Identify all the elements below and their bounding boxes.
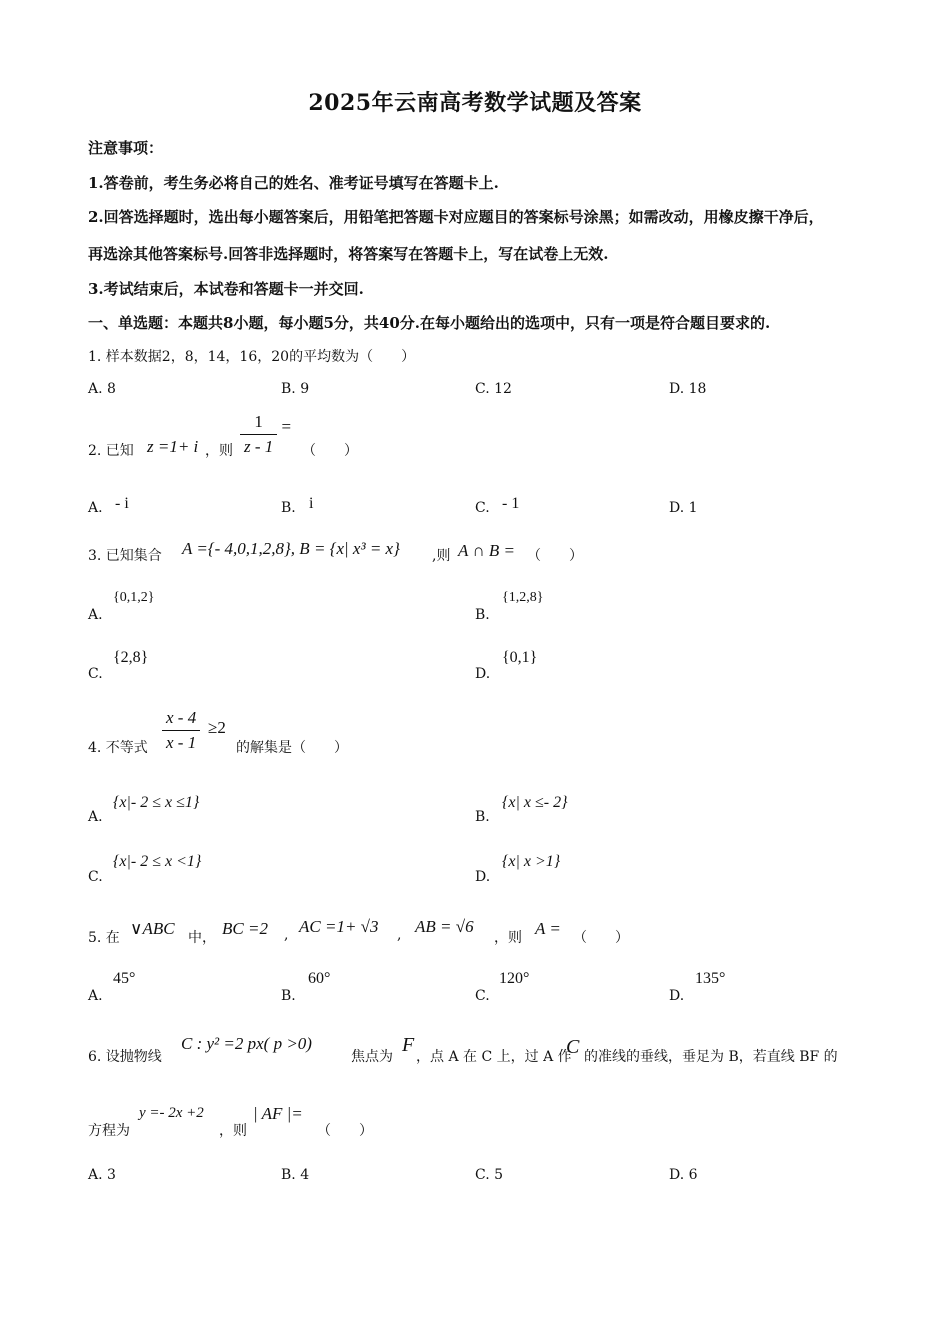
q4-fraction (162, 706, 200, 755)
q1-option-d: D. 18 (669, 381, 707, 397)
q6-then: ，则 (219, 1123, 247, 1139)
q5-option-d-label: D. (669, 988, 685, 1004)
q2-z-expr: z =1+ i (147, 437, 199, 456)
q6-line2-label: 方程为 (88, 1123, 130, 1139)
note-item-1: 1.答卷前，考生务必将自己的姓名、准考证号填写在答题卡上. (88, 174, 499, 192)
q3-option-b-label: B. (475, 607, 490, 623)
q2-option-a-value: - i (115, 495, 129, 512)
q6-option-d: D. 6 (669, 1167, 698, 1183)
q5-then: ，则 (494, 930, 522, 946)
q4-option-d-label: D. (475, 869, 491, 885)
q1-option-b: B. 9 (281, 381, 310, 397)
q4-option-c-value: {x|- 2 ≤ x <1} (113, 853, 202, 870)
q1-option-c: C. 12 (475, 381, 512, 397)
q6-text-2: ，点 A 在 C 上，过 A 作 (416, 1049, 572, 1065)
q3-sets: A ={- 4,0,1,2,8}, B = {x| x³ = x} (182, 539, 400, 558)
q5-option-b-value: 60° (308, 970, 331, 987)
q6-option-c: C. 5 (475, 1167, 504, 1183)
q5-option-d-value: 135° (695, 970, 726, 987)
q2-option-a-label: A. (88, 500, 103, 516)
q3-option-d-label: D. (475, 666, 491, 682)
question-1-stem: 1. 样本数据2，8，14，16，20的平均数为（ ） (88, 349, 416, 365)
q2-then: ，则 (205, 443, 233, 459)
q5-triangle: ∨ABC (130, 919, 175, 938)
q3-option-b-value: {1,2,8} (502, 590, 544, 605)
q4-option-d-value: {x| x >1} (502, 853, 561, 870)
q4-frac-num: x - 4 (162, 706, 200, 731)
q5-mid: 中， (188, 930, 216, 946)
q4-tail: 的解集是（ ） (236, 740, 348, 756)
q4-option-a-label: A. (88, 809, 103, 825)
section-heading: 一、单选题：本题共8小题，每小题5分，共40分.在每小题给出的选项中，只有一项是符合题目要求的. (88, 314, 771, 332)
q5-option-a-value: 45° (113, 970, 136, 987)
q3-option-a-label: A. (88, 607, 103, 623)
q4-number: 4. 不等式 (88, 740, 148, 756)
q3-option-c-label: C. (88, 666, 103, 682)
q6-number: 6. 设抛物线 (88, 1049, 162, 1065)
note-item-3: 3.考试结束后，本试卷和答题卡一并交回. (88, 280, 364, 298)
q4-option-c-label: C. (88, 869, 103, 885)
q6-ask: | AF |= (253, 1104, 303, 1123)
q4-option-b-value: {x| x ≤- 2} (502, 794, 568, 811)
q5-ac: AC =1+ √3 (299, 917, 379, 936)
q6-paren: （ ） (317, 1123, 373, 1139)
q4-option-a-value: {x|- 2 ≤ x ≤1} (113, 794, 200, 811)
q5-option-c-label: C. (475, 988, 490, 1004)
q2-equals: = (281, 416, 292, 436)
q5-ask: A = (535, 919, 561, 938)
q6-focus-text: 焦点为 (351, 1049, 393, 1065)
q2-paren: （ ） (302, 443, 358, 459)
q5-option-c-value: 120° (499, 970, 530, 987)
q3-ask: A ∩ B = (458, 541, 515, 560)
q2-option-c-label: C. (475, 500, 490, 516)
q5-number: 5. 在 (88, 930, 120, 946)
q3-paren: （ ） (527, 548, 583, 564)
q6-curve: C : y² =2 px( p >0) (181, 1034, 312, 1053)
q6-curve-c: C (566, 1036, 580, 1058)
q4-relation: ≥2 (208, 718, 226, 737)
q6-option-a: A. 3 (88, 1167, 116, 1183)
q3-option-a-value: {0,1,2} (113, 590, 155, 605)
page-title: 2025年云南高考数学试题及答案 (308, 90, 642, 116)
q2-option-d: D. 1 (669, 500, 698, 516)
q5-option-b-label: B. (281, 988, 296, 1004)
q4-frac-den: x - 1 (166, 733, 197, 752)
q6-text-3: 的准线的垂线，垂足为 B，若直线 BF 的 (584, 1049, 838, 1065)
q2-option-c-value: - 1 (502, 495, 520, 512)
q5-comma-1: , (284, 927, 289, 943)
q6-option-b: B. 4 (281, 1167, 310, 1183)
q3-then: ,则 (432, 548, 451, 564)
q5-bc: BC =2 (222, 919, 268, 938)
q2-fraction (240, 410, 291, 459)
q3-number: 3. 已知集合 (88, 548, 162, 564)
q6-focus-f: F (402, 1034, 415, 1056)
q5-option-a-label: A. (88, 988, 103, 1004)
q5-paren: （ ） (573, 930, 629, 946)
note-item-2: 2.回答选择题时，选出每小题答案后，用铅笔把答题卡对应题目的答案标号涂黑；如需改动，用橡皮擦干净后， (88, 208, 824, 226)
q2-frac-den: z - 1 (244, 437, 274, 456)
q2-option-b-label: B. (281, 500, 296, 516)
q3-option-c-value: {2,8} (113, 649, 149, 666)
q4-option-b-label: B. (475, 809, 490, 825)
q3-option-d-value: {0,1} (502, 649, 538, 666)
notes-heading: 注意事项： (88, 139, 164, 157)
note-item-2-cont: 再选涂其他答案标号.回答非选择题时，将答案写在答题卡上，写在试卷上无效. (88, 245, 609, 263)
q2-option-b-value: i (309, 495, 314, 512)
q6-line-equation: y =- 2x +2 (139, 1105, 204, 1121)
q1-option-a: A. 8 (88, 381, 116, 397)
q5-comma-2: , (397, 927, 402, 943)
q2-frac-num: 1 (240, 410, 277, 435)
q5-ab: AB = √6 (415, 917, 474, 936)
q2-number: 2. 已知 (88, 443, 134, 459)
